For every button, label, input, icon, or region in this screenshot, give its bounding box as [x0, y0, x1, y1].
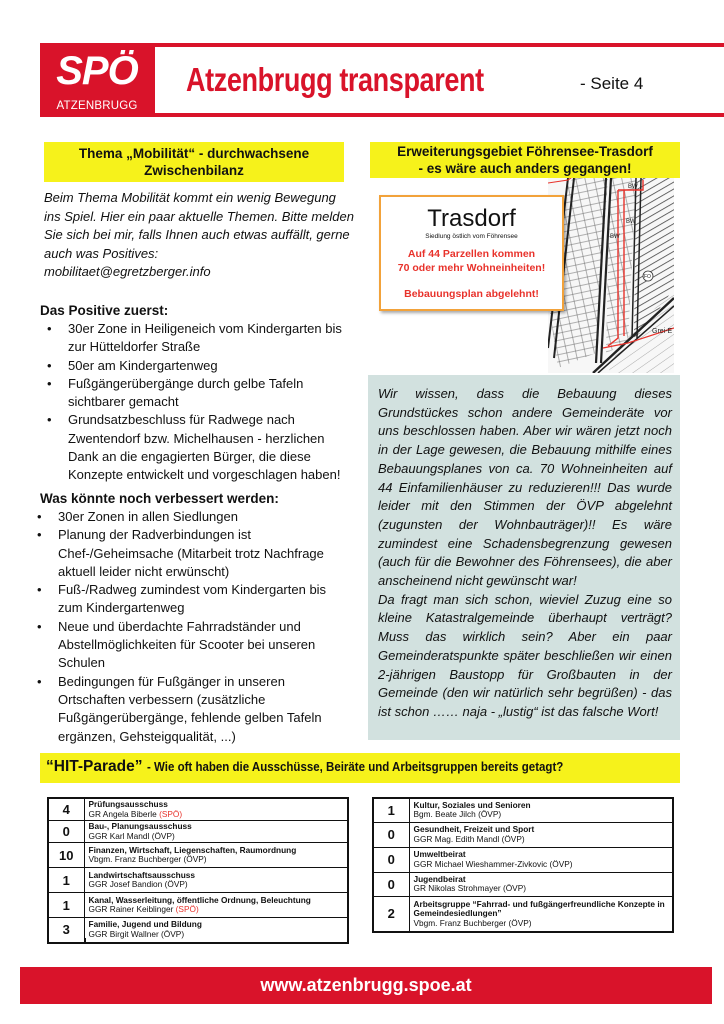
committee-chair [89, 832, 344, 842]
committee-chair [89, 905, 344, 915]
trasdorf-infobox [379, 195, 564, 311]
svg-text:BW: BW [610, 234, 620, 240]
svg-text:FO: FO [644, 274, 651, 280]
committee-cell [409, 896, 673, 932]
page-title: Atzenbrugg transparent [186, 61, 484, 98]
party-label: (SPÖ) [159, 808, 183, 819]
page-number: - Seite 4 [580, 74, 644, 93]
committee-name: Kultur, Soziales und Senioren [413, 799, 531, 810]
committee-name: Umweltbeirat [413, 849, 466, 859]
committee-name: Kanal, Wasserleitung, öffentliche Ordnung, Beleuchtung [88, 894, 311, 905]
list-item: • Neue und überdachte Fahrradständer und Abstellmöglichkeiten für Scooter bei unseren Schulen [30, 618, 350, 673]
party-label: (SPÖ) [175, 904, 199, 914]
committee-table-right [372, 797, 674, 933]
list-item: • 50er am Kindergartenweg [40, 357, 350, 375]
table-row [48, 893, 348, 918]
list-item: • 30er Zone in Heiligeneich vom Kindergarten bis zur Hütteldorfer Straße [40, 320, 350, 357]
party-label: (ÖVP) [161, 928, 185, 939]
meeting-count: 4 [48, 798, 84, 821]
committee-name: Bau-, Planungsausschuss [88, 821, 192, 831]
chair-name: GGR Birgit Wallner [88, 928, 159, 939]
meeting-count: 0 [373, 847, 409, 872]
positive-list [40, 320, 350, 485]
party-label: (ÖVP) [478, 809, 502, 820]
committee-name: Familie, Jugend und Bildung [88, 919, 202, 930]
committee-chair [414, 884, 669, 894]
svg-text:Grei-E: Grei-E [652, 328, 673, 335]
committee-chair [414, 919, 669, 929]
trasdorf-commentary [368, 375, 680, 740]
infobox-line-2: 70 oder mehr Wohneinheiten! [397, 262, 546, 274]
infobox-title: Trasdorf [427, 205, 516, 232]
committee-chair [89, 810, 344, 820]
committee-name: Arbeitsgruppe “Fahrrad- und fußgängerfreundliche Konzepte in Gemeindesiedlungen” [413, 898, 665, 918]
table-row [48, 843, 348, 868]
table-row [373, 896, 673, 932]
infobox-subtitle: Siedlung östlich vom Föhrensee [425, 233, 518, 240]
table-row [48, 868, 348, 893]
party-label: (ÖVP) [151, 830, 175, 841]
footer-banner [20, 967, 712, 1004]
heading-line-1: Erweiterungsgebiet Föhrensee-Trasdorf [397, 144, 653, 159]
committee-name: Prüfungsausschuss [88, 799, 168, 809]
meeting-count: 0 [373, 822, 409, 847]
spo-logo [40, 43, 154, 117]
party-label: (ÖVP) [501, 833, 525, 844]
committee-cell [84, 868, 348, 893]
hit-parade-banner [40, 753, 680, 783]
party-label: (ÖVP) [183, 854, 207, 864]
zoning-map-image [548, 178, 674, 373]
list-item: • Planung der Radverbindungen ist Chef-/Geheimsache (Mitarbeit trotz Nachfrage aktuell leider nicht erwünscht) [30, 526, 350, 581]
chair-name: Bgm. Beate Jilch [413, 809, 476, 820]
committee-name: Landwirtschaftsausschuss [88, 869, 196, 880]
party-label: (ÖVP) [164, 879, 188, 889]
meeting-count: 0 [373, 872, 409, 896]
chair-name: GGR Michael Wieshammer-Zivkovic [413, 858, 548, 869]
committee-cell [84, 893, 348, 918]
chair-name: Vbgm. Franz Buchberger [88, 854, 182, 864]
meeting-count: 2 [373, 896, 409, 932]
chair-name: GGR Josef Bandion [88, 879, 163, 889]
committee-name: Finanzen, Wirtschaft, Liegenschaften, Raumordnung [88, 844, 297, 855]
meeting-count: 3 [48, 918, 84, 943]
logo-subtext: ATZENBRUGG [56, 100, 138, 112]
logo-divider [154, 47, 160, 113]
improve-section-title: Was könnte noch verbessert werden: [40, 491, 279, 506]
svg-text:BW: BW [626, 219, 636, 225]
website-link[interactable]: www.atzenbrugg.spoe.at [260, 975, 472, 995]
chair-name: Vbgm. Franz Buchberger [413, 917, 507, 928]
infobox-line-1: Auf 44 Parzellen kommen [407, 248, 536, 260]
chair-name: GGR Mag. Edith Mandl [413, 833, 500, 844]
committee-cell [409, 798, 673, 822]
committee-chair [414, 810, 669, 820]
infobox-rejected: Bebauungsplan abgelehnt! [404, 288, 539, 300]
table-row [373, 847, 673, 872]
committee-name: Jugendbeirat [413, 873, 466, 884]
chair-name: GGR Karl Mandl [88, 830, 150, 841]
committee-cell [409, 822, 673, 847]
positive-section-title: Das Positive zuerst: [40, 303, 169, 318]
meeting-count: 1 [48, 893, 84, 918]
mobility-heading: Thema „Mobilität“ - durchwachsene Zwischenbilanz [44, 142, 344, 182]
meeting-count: 10 [48, 843, 84, 868]
committee-chair [89, 880, 344, 890]
svg-text:BW: BW [628, 184, 638, 190]
committee-cell [84, 821, 348, 843]
committee-chair [414, 835, 669, 845]
contact-email-link[interactable]: mobilitaet@egretzberger.info [44, 264, 211, 279]
chair-name: GR Angela Biberle [88, 808, 157, 819]
improve-list [30, 508, 350, 746]
hit-parade-question: - Wie oft haben die Ausschüsse, Beiräte und Arbeitsgruppen bereits getagt? [146, 760, 564, 774]
list-item: • Bedingungen für Fußgänger in unseren Ortschaften verbessern (zusätzliche Fußgängerübergänge, fehlende gelben Tafeln ergänzen, Gehsteigqualität, ...) [30, 673, 350, 746]
table-row [373, 872, 673, 896]
party-label: (ÖVP) [508, 917, 532, 928]
committee-table-left [47, 797, 349, 944]
logo-text: SPÖ [56, 49, 138, 93]
infobox-highlight [381, 247, 562, 275]
table-row [373, 798, 673, 822]
commentary-paragraph: Wir wissen, dass die Bebauung dieses Grundstückes schon andere Gemeinderäte vor uns beschlossen haben. Aber wir wären jetzt noch in der Lage gewesen, die Bebauung mithilfe eines Bebauungsplanes von ca. 70 Wohneinheiten auf 44 Einfamilienhäuser zu reduzieren!!! Das wurde leider mit den Stimmen der ÖVP abgelehnt (zugunsten der Wohnbauträger)!! Es wäre zumindest eine Schadensbegrenzung gewesen (auch für die Bewohner des Föhrensees), die aber anscheinend nicht gewünscht war! [378, 386, 672, 589]
table-row [48, 821, 348, 843]
list-item: • Grundsatzbeschluss für Radwege nach Zwentendorf bzw. Michelhausen - herzlichen Dank an die engagierten Bürger, die diese Konzepte entwickelt und vorgeschlagen haben! [40, 411, 350, 484]
committee-name: Gesundheit, Freizeit und Sport [413, 824, 535, 834]
committee-cell [84, 843, 348, 868]
mobility-intro [44, 189, 356, 282]
table-open-bottom [47, 938, 349, 944]
map-drawing-icon [548, 178, 674, 373]
committee-cell [409, 872, 673, 896]
list-item: • Fußgängerübergänge durch gelbe Tafeln sichtbarer gemacht [40, 375, 350, 412]
hit-parade-title: “HIT-Parade” [46, 758, 143, 775]
intro-text: Beim Thema Mobilität kommt ein wenig Bewegung ins Spiel. Hier ein paar aktuelle Themen. Bitte melden Sie sich bei mir, falls Ihnen auch etwas auffällt, gerne auch was Positives: [44, 190, 354, 261]
committee-cell [409, 847, 673, 872]
table-row [373, 822, 673, 847]
party-label: (ÖVP) [502, 883, 527, 893]
party-label: (ÖVP) [549, 858, 573, 869]
chair-name: GGR Rainer Keiblinger [88, 904, 174, 914]
meeting-count: 1 [48, 868, 84, 893]
table-row [48, 798, 348, 821]
committee-chair [414, 860, 669, 870]
list-item: • Fuß-/Radweg zumindest vom Kindergarten bis zum Kindergartenweg [30, 581, 350, 618]
commentary-paragraph: Da fragt man sich schon, wieviel Zuzug eine so kleine Katastralgemeinde überhaupt verträgt? Muss das wirklich sein? Aber ein paar Gemeinderatspunkte später beschließen wir einen 2-jährigen Baustopp für Großbauten in der Gemeinde (den wir natürlich sehr begrüßen) - das ist schon …… naja - „lustig“ ist das falsche Wort! [378, 591, 672, 719]
chair-name: GR Nikolas Strohmayer [413, 883, 501, 893]
meeting-count: 1 [373, 798, 409, 822]
heading-line-2: - es wäre auch anders gegangen! [418, 160, 632, 176]
list-item: • 30er Zonen in allen Siedlungen [30, 508, 350, 526]
committee-chair [89, 855, 344, 865]
trasdorf-heading [370, 142, 680, 178]
committee-cell [84, 798, 348, 821]
meeting-count: 0 [48, 821, 84, 843]
